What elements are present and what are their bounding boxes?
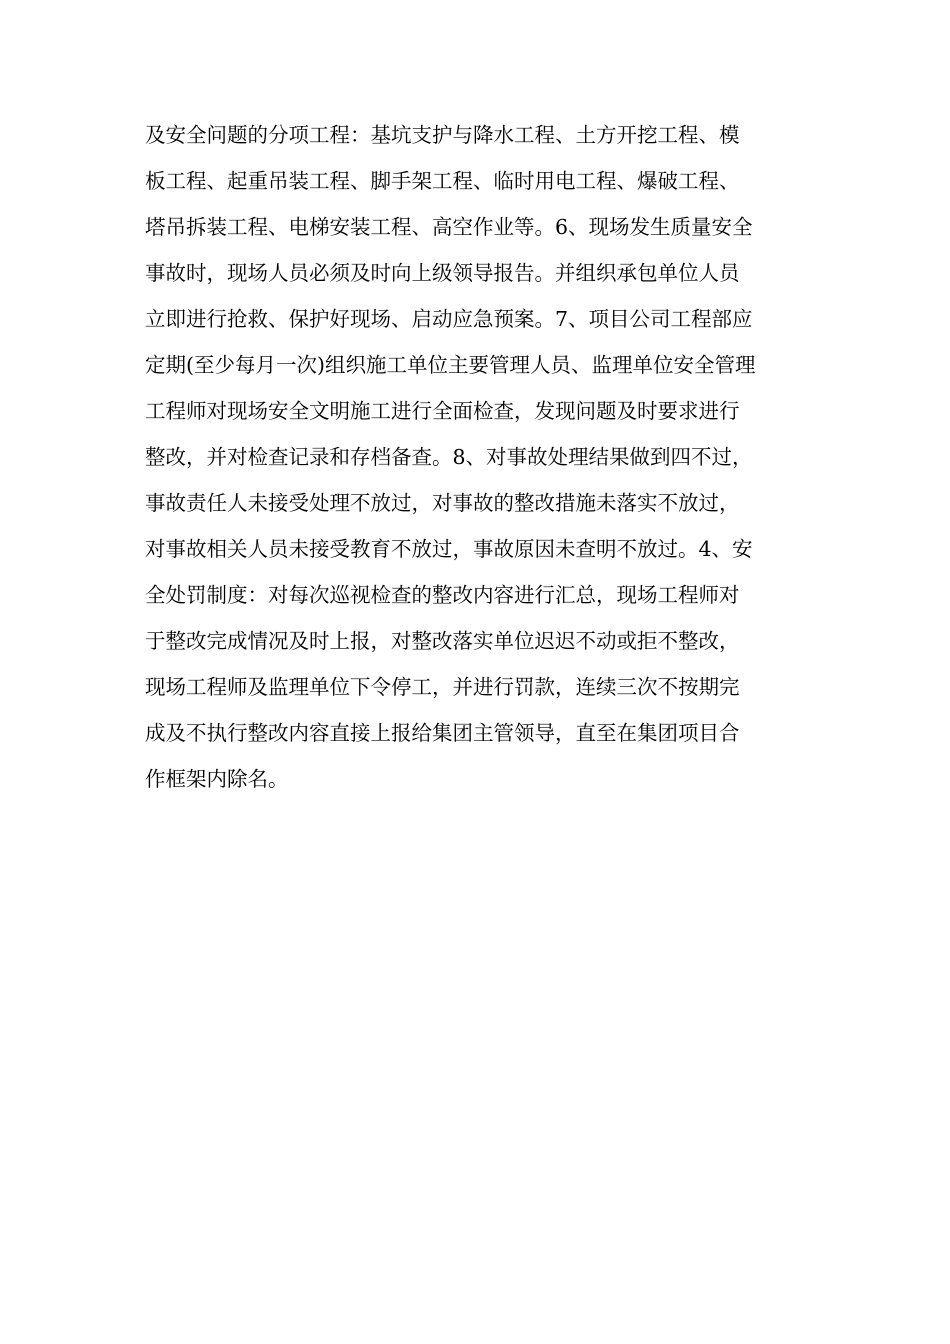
text-line: 于整改完成情况及时上报，对整改落实单位迟迟不动或拒不整改， [145,629,740,653]
text-line: 工程师对现场安全文明施工进行全面检查，发现问题及时要求进行 [145,399,740,423]
text-line: 成及不执行整改内容直接上报给集团主管领导，直至在集团项目合 [145,721,740,745]
text-line: 事故时，现场人员必须及时向上级领导报告。并组织承包单位人员 [145,261,740,285]
text-line: 作框架内除名。 [145,767,289,791]
text-line: 立即进行抢救、保护好现场、启动应急预案。7、项目公司工程部应 [145,307,753,331]
body-paragraph [145,112,807,802]
text-line: 整改，并对检查记录和存档备查。8、对事故处理结果做到四不过， [145,445,753,469]
text-line: 对事故相关人员未接受教育不放过，事故原因未查明不放过。4、安 [145,537,753,561]
text-line: 板工程、起重吊装工程、脚手架工程、临时用电工程、爆破工程、 [145,169,740,193]
text-line: 及安全问题的分项工程：基坑支护与降水工程、土方开挖工程、模 [145,123,740,147]
text-line: 全处罚制度：对每次巡视检查的整改内容进行汇总，现场工程师对 [145,583,740,607]
text-line: 事故责任人未接受处理不放过，对事故的整改措施未落实不放过， [145,491,740,515]
text-line: 定期(至少每月一次)组织施工单位主要管理人员、监理单位安全管理 [145,353,756,377]
text-line: 现场工程师及监理单位下令停工，并进行罚款，连续三次不按期完 [145,675,740,699]
text-line: 塔吊拆装工程、电梯安装工程、高空作业等。6、现场发生质量安全 [145,215,753,239]
